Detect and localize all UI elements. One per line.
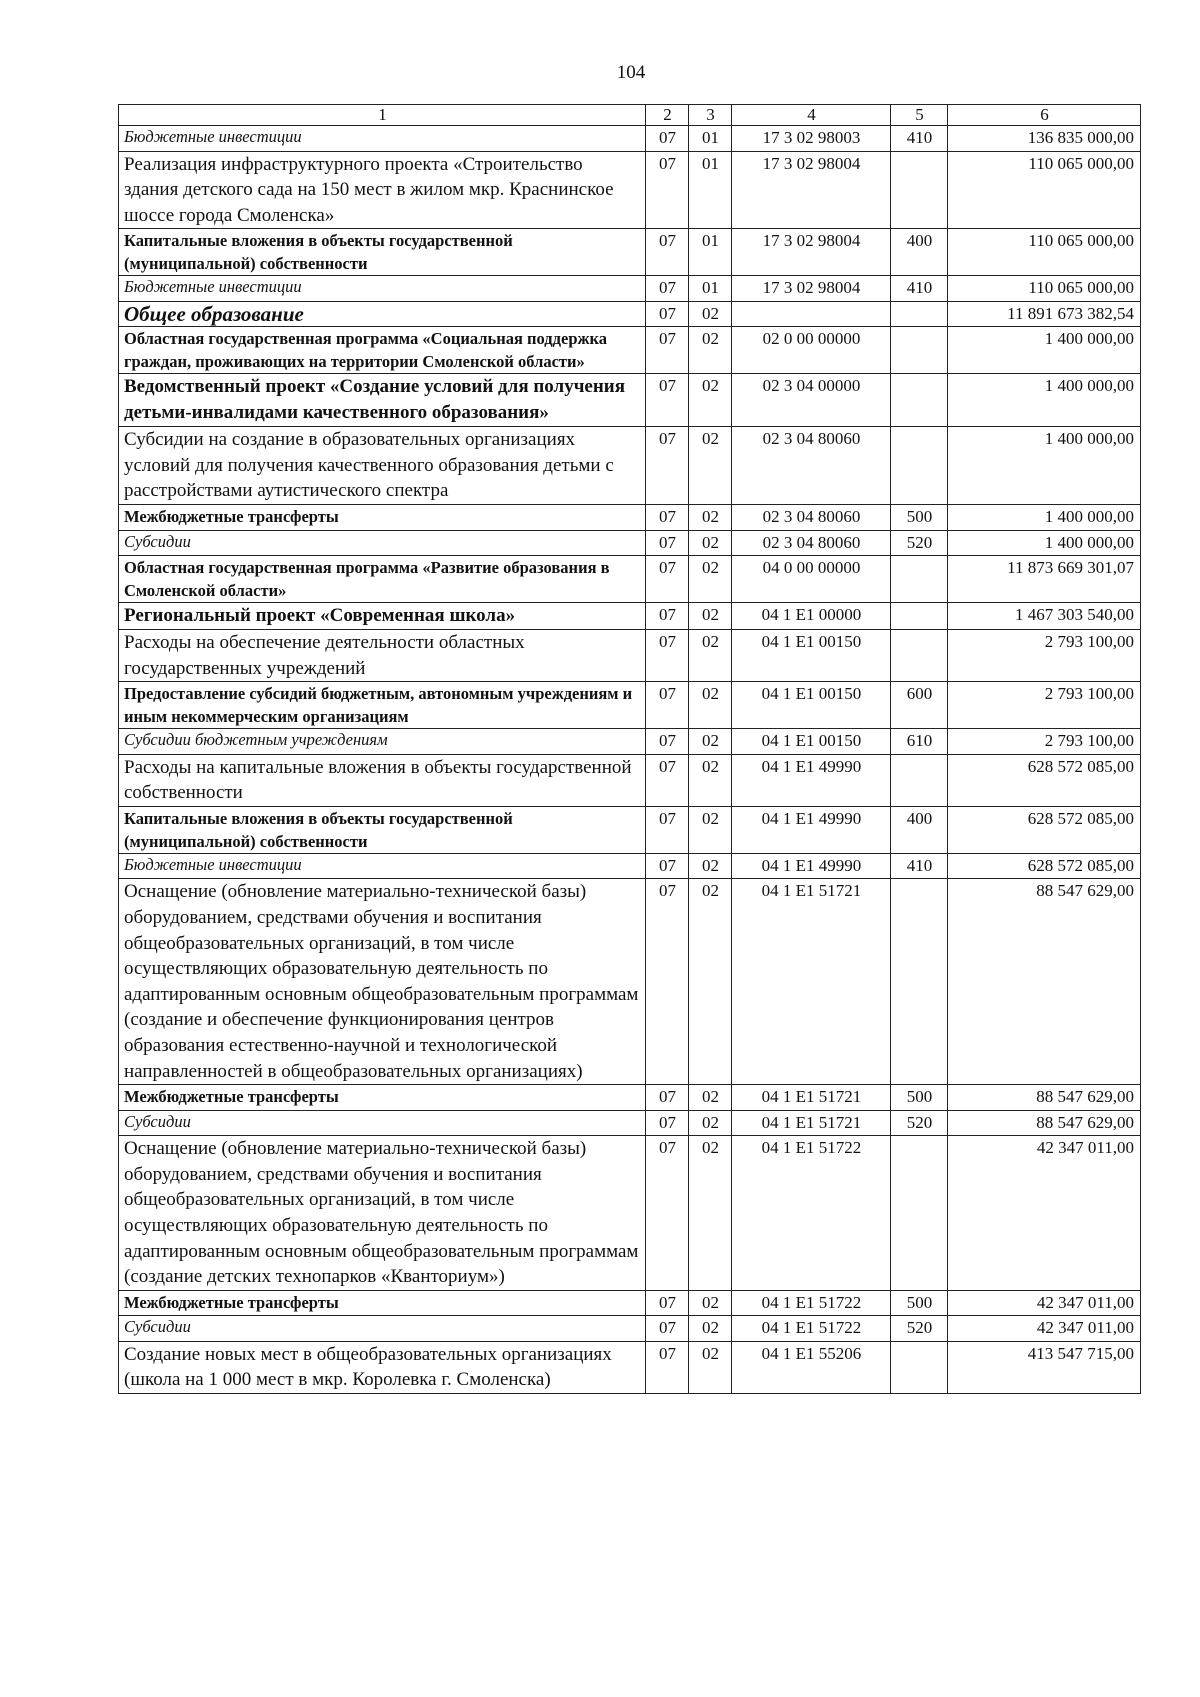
table-row — [119, 374, 1141, 427]
row-name-cell: Субсидии — [119, 530, 646, 556]
target-article-cell: 04 1 E1 51721 — [732, 879, 891, 1085]
section-code-cell: 07 — [646, 1136, 689, 1291]
target-article-cell: 04 1 E1 49990 — [732, 853, 891, 879]
row-name-cell: Капитальные вложения в объекты государственной (муниципальной) собственности — [119, 229, 646, 276]
table-row — [119, 427, 1141, 505]
expense-type-cell: 400 — [891, 229, 948, 276]
subsection-code-cell: 02 — [689, 1316, 732, 1342]
section-code-cell: 07 — [646, 229, 689, 276]
table-row — [119, 151, 1141, 229]
row-name-cell: Бюджетные инвестиции — [119, 853, 646, 879]
expense-type-cell — [891, 630, 948, 682]
subsection-code-cell: 02 — [689, 505, 732, 531]
target-article-cell — [732, 301, 891, 327]
subsection-code-cell: 02 — [689, 1341, 732, 1393]
section-code-cell: 07 — [646, 1316, 689, 1342]
expense-type-cell — [891, 301, 948, 327]
table-row — [119, 1341, 1141, 1393]
subsection-code-cell: 02 — [689, 1136, 732, 1291]
table-row — [119, 530, 1141, 556]
target-article-cell: 02 3 04 80060 — [732, 530, 891, 556]
section-code-cell: 07 — [646, 505, 689, 531]
expense-type-cell: 610 — [891, 729, 948, 755]
subsection-code-cell: 02 — [689, 806, 732, 853]
row-name-cell: Бюджетные инвестиции — [119, 126, 646, 152]
expense-type-cell — [891, 879, 948, 1085]
header-cell: 6 — [948, 105, 1141, 126]
table-row — [119, 1136, 1141, 1291]
subsection-code-cell: 01 — [689, 229, 732, 276]
amount-cell: 1 400 000,00 — [948, 530, 1141, 556]
row-name-cell: Создание новых мест в общеобразовательных организациях (школа на 1 000 мест в мкр. Королевка г. Смоленска) — [119, 1341, 646, 1393]
subsection-code-cell: 01 — [689, 151, 732, 229]
table-row — [119, 276, 1141, 302]
row-name-cell: Субсидии бюджетным учреждениям — [119, 729, 646, 755]
amount-cell: 1 400 000,00 — [948, 374, 1141, 427]
header-cell: 5 — [891, 105, 948, 126]
section-code-cell: 07 — [646, 729, 689, 755]
expense-type-cell: 500 — [891, 505, 948, 531]
row-name-cell: Капитальные вложения в объекты государственной (муниципальной) собственности — [119, 806, 646, 853]
subsection-code-cell: 02 — [689, 1290, 732, 1316]
expense-type-cell: 500 — [891, 1290, 948, 1316]
row-name-cell: Субсидии — [119, 1110, 646, 1136]
target-article-cell: 17 3 02 98003 — [732, 126, 891, 152]
subsection-code-cell: 02 — [689, 327, 732, 374]
amount-cell: 628 572 085,00 — [948, 853, 1141, 879]
target-article-cell: 17 3 02 98004 — [732, 276, 891, 302]
target-article-cell: 02 0 00 00000 — [732, 327, 891, 374]
section-code-cell: 07 — [646, 1085, 689, 1111]
expense-type-cell — [891, 603, 948, 630]
amount-cell: 88 547 629,00 — [948, 1110, 1141, 1136]
table-row — [119, 556, 1141, 603]
amount-cell: 110 065 000,00 — [948, 229, 1141, 276]
budget-table — [118, 104, 1141, 1394]
row-name-cell: Расходы на обеспечение деятельности областных государственных учреждений — [119, 630, 646, 682]
target-article-cell: 04 1 E1 51721 — [732, 1085, 891, 1111]
table-row — [119, 1110, 1141, 1136]
header-cell: 2 — [646, 105, 689, 126]
row-name-cell: Межбюджетные трансферты — [119, 1290, 646, 1316]
subsection-code-cell: 02 — [689, 603, 732, 630]
subsection-code-cell: 02 — [689, 556, 732, 603]
row-name-cell: Ведомственный проект «Создание условий для получения детьми-инвалидами качественного образования» — [119, 374, 646, 427]
target-article-cell: 04 1 E1 51722 — [732, 1316, 891, 1342]
target-article-cell: 04 1 E1 00150 — [732, 729, 891, 755]
row-name-cell: Областная государственная программа «Развитие образования в Смоленской области» — [119, 556, 646, 603]
table-row — [119, 729, 1141, 755]
amount-cell: 110 065 000,00 — [948, 151, 1141, 229]
expense-type-cell: 520 — [891, 530, 948, 556]
target-article-cell: 04 1 E1 00000 — [732, 603, 891, 630]
expense-type-cell: 500 — [891, 1085, 948, 1111]
row-name-cell: Оснащение (обновление материально-технической базы) оборудованием, средствами обучения и воспитания общеобразовательных организаций, в том числе осуществляющих образовательную деятельность по адаптированным основным общеобразовательным программам (создание детских технопарков «Кванториум») — [119, 1136, 646, 1291]
amount-cell: 413 547 715,00 — [948, 1341, 1141, 1393]
target-article-cell: 02 3 04 80060 — [732, 505, 891, 531]
subsection-code-cell: 01 — [689, 276, 732, 302]
expense-type-cell: 400 — [891, 806, 948, 853]
row-name-cell: Межбюджетные трансферты — [119, 1085, 646, 1111]
page-number: 104 — [616, 62, 646, 83]
subsection-code-cell: 02 — [689, 530, 732, 556]
expense-type-cell: 520 — [891, 1316, 948, 1342]
row-name-cell: Оснащение (обновление материально-технической базы) оборудованием, средствами обучения и воспитания общеобразовательных организаций, в том числе осуществляющих образовательную деятельность по адаптированным основным общеобразовательным программам (создание и обеспечение функционирования центров образования естественно-научной и технологической направленностей в общеобразовательных организациях) — [119, 879, 646, 1085]
row-name-cell: Межбюджетные трансферты — [119, 505, 646, 531]
section-code-cell: 07 — [646, 427, 689, 505]
expense-type-cell — [891, 427, 948, 505]
expense-type-cell — [891, 151, 948, 229]
subsection-code-cell: 01 — [689, 126, 732, 152]
expense-type-cell — [891, 1341, 948, 1393]
section-code-cell: 07 — [646, 879, 689, 1085]
table-row — [119, 1290, 1141, 1316]
expense-type-cell: 410 — [891, 126, 948, 152]
amount-cell: 11 891 673 382,54 — [948, 301, 1141, 327]
amount-cell: 2 793 100,00 — [948, 682, 1141, 729]
expense-type-cell: 520 — [891, 1110, 948, 1136]
table-row — [119, 301, 1141, 327]
expense-type-cell — [891, 327, 948, 374]
header-cell: 1 — [119, 105, 646, 126]
target-article-cell: 02 3 04 80060 — [732, 427, 891, 505]
amount-cell: 110 065 000,00 — [948, 276, 1141, 302]
table-row — [119, 327, 1141, 374]
section-code-cell: 07 — [646, 754, 689, 806]
amount-cell: 136 835 000,00 — [948, 126, 1141, 152]
amount-cell: 1 400 000,00 — [948, 327, 1141, 374]
section-code-cell: 07 — [646, 530, 689, 556]
subsection-code-cell: 02 — [689, 754, 732, 806]
row-name-cell: Областная государственная программа «Социальная поддержка граждан, проживающих на территории Смоленской области» — [119, 327, 646, 374]
expense-type-cell — [891, 374, 948, 427]
table-row — [119, 229, 1141, 276]
amount-cell: 88 547 629,00 — [948, 1085, 1141, 1111]
section-code-cell: 07 — [646, 301, 689, 327]
amount-cell: 42 347 011,00 — [948, 1136, 1141, 1291]
amount-cell: 1 467 303 540,00 — [948, 603, 1141, 630]
target-article-cell: 17 3 02 98004 — [732, 151, 891, 229]
section-code-cell: 07 — [646, 327, 689, 374]
target-article-cell: 17 3 02 98004 — [732, 229, 891, 276]
amount-cell: 1 400 000,00 — [948, 505, 1141, 531]
subsection-code-cell: 02 — [689, 682, 732, 729]
section-code-cell: 07 — [646, 276, 689, 302]
expense-type-cell: 600 — [891, 682, 948, 729]
section-code-cell: 07 — [646, 853, 689, 879]
row-name-cell: Региональный проект «Современная школа» — [119, 603, 646, 630]
subsection-code-cell: 02 — [689, 879, 732, 1085]
section-code-cell: 07 — [646, 151, 689, 229]
target-article-cell: 04 1 E1 49990 — [732, 754, 891, 806]
section-code-cell: 07 — [646, 1341, 689, 1393]
expense-type-cell — [891, 754, 948, 806]
amount-cell: 1 400 000,00 — [948, 427, 1141, 505]
amount-cell: 42 347 011,00 — [948, 1316, 1141, 1342]
target-article-cell: 04 0 00 00000 — [732, 556, 891, 603]
table-row — [119, 603, 1141, 630]
table-row — [119, 126, 1141, 152]
table-header-row — [119, 105, 1141, 126]
row-name-cell: Общее образование — [119, 301, 646, 327]
subsection-code-cell: 02 — [689, 427, 732, 505]
amount-cell: 11 873 669 301,07 — [948, 556, 1141, 603]
amount-cell: 628 572 085,00 — [948, 754, 1141, 806]
amount-cell: 42 347 011,00 — [948, 1290, 1141, 1316]
amount-cell: 628 572 085,00 — [948, 806, 1141, 853]
row-name-cell: Предоставление субсидий бюджетным, автономным учреждениям и иным некоммерческим организациям — [119, 682, 646, 729]
section-code-cell: 07 — [646, 630, 689, 682]
expense-type-cell — [891, 1136, 948, 1291]
row-name-cell: Субсидии на создание в образовательных организациях условий для получения качественного образования детьми с расстройствами аутистического спектра — [119, 427, 646, 505]
table-row — [119, 682, 1141, 729]
target-article-cell: 04 1 E1 49990 — [732, 806, 891, 853]
target-article-cell: 04 1 E1 00150 — [732, 682, 891, 729]
table-row — [119, 505, 1141, 531]
section-code-cell: 07 — [646, 126, 689, 152]
target-article-cell: 04 1 E1 51722 — [732, 1290, 891, 1316]
section-code-cell: 07 — [646, 1290, 689, 1316]
subsection-code-cell: 02 — [689, 374, 732, 427]
target-article-cell: 02 3 04 00000 — [732, 374, 891, 427]
subsection-code-cell: 02 — [689, 301, 732, 327]
row-name-cell: Реализация инфраструктурного проекта «Строительство здания детского сада на 150 мест в жилом мкр. Краснинское шоссе города Смоленска» — [119, 151, 646, 229]
table-row — [119, 754, 1141, 806]
table-row — [119, 879, 1141, 1085]
target-article-cell: 04 1 E1 51721 — [732, 1110, 891, 1136]
table-row — [119, 806, 1141, 853]
table-row — [119, 853, 1141, 879]
target-article-cell: 04 1 E1 55206 — [732, 1341, 891, 1393]
expense-type-cell: 410 — [891, 853, 948, 879]
header-cell: 4 — [732, 105, 891, 126]
target-article-cell: 04 1 E1 00150 — [732, 630, 891, 682]
amount-cell: 2 793 100,00 — [948, 729, 1141, 755]
subsection-code-cell: 02 — [689, 1085, 732, 1111]
target-article-cell: 04 1 E1 51722 — [732, 1136, 891, 1291]
expense-type-cell: 410 — [891, 276, 948, 302]
row-name-cell: Расходы на капитальные вложения в объекты государственной собственности — [119, 754, 646, 806]
subsection-code-cell: 02 — [689, 853, 732, 879]
header-cell: 3 — [689, 105, 732, 126]
row-name-cell: Субсидии — [119, 1316, 646, 1342]
section-code-cell: 07 — [646, 556, 689, 603]
table-row — [119, 1085, 1141, 1111]
subsection-code-cell: 02 — [689, 630, 732, 682]
amount-cell: 88 547 629,00 — [948, 879, 1141, 1085]
expense-type-cell — [891, 556, 948, 603]
subsection-code-cell: 02 — [689, 1110, 732, 1136]
section-code-cell: 07 — [646, 682, 689, 729]
section-code-cell: 07 — [646, 806, 689, 853]
subsection-code-cell: 02 — [689, 729, 732, 755]
table-row — [119, 630, 1141, 682]
section-code-cell: 07 — [646, 603, 689, 630]
table-row — [119, 1316, 1141, 1342]
section-code-cell: 07 — [646, 1110, 689, 1136]
row-name-cell: Бюджетные инвестиции — [119, 276, 646, 302]
section-code-cell: 07 — [646, 374, 689, 427]
amount-cell: 2 793 100,00 — [948, 630, 1141, 682]
